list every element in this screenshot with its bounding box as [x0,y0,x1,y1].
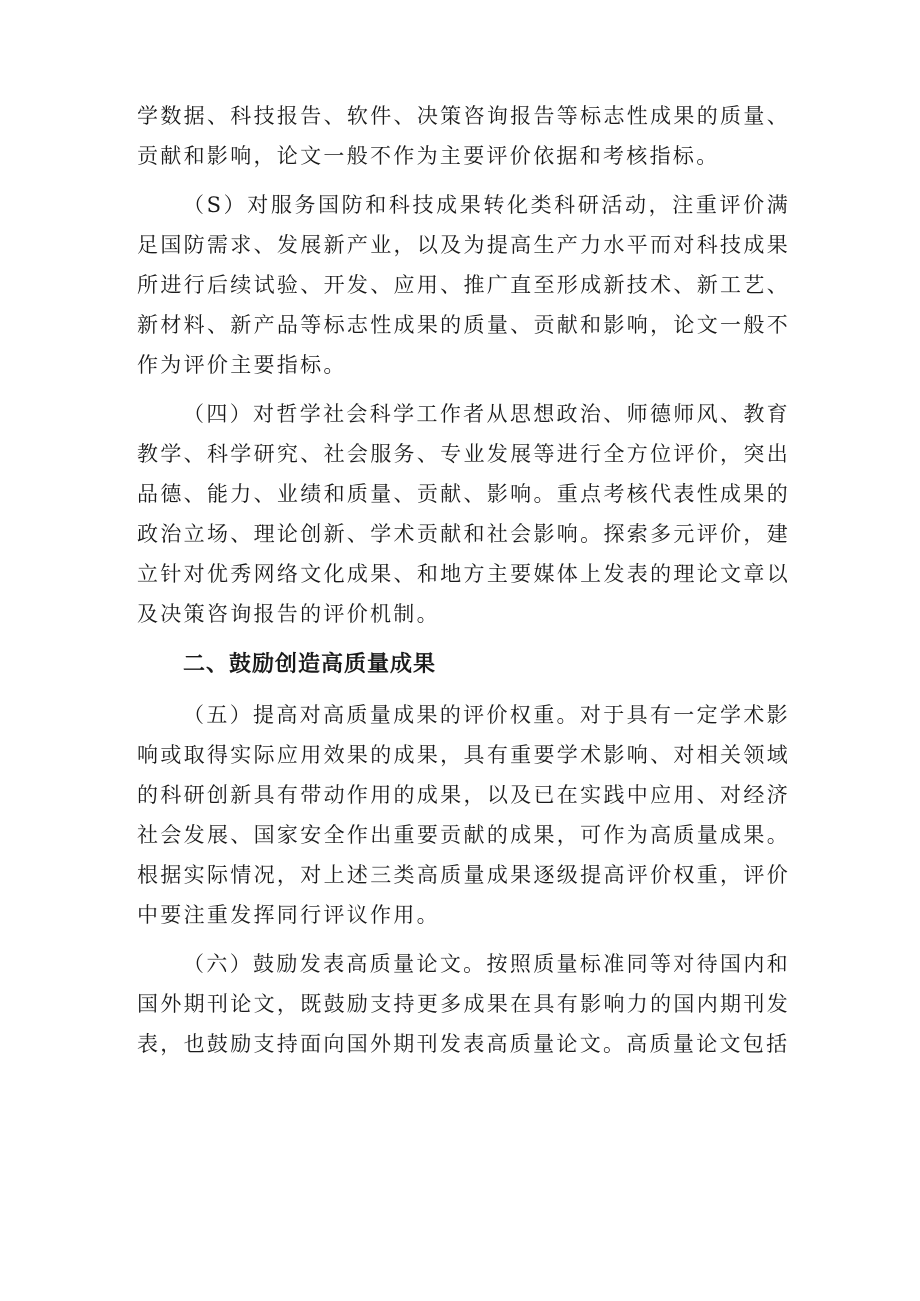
section-heading-high-quality-results: 二、鼓励创造高质量成果 [183,652,437,677]
paragraph-continuation: 学数据、科技报告、软件、决策咨询报告等标志性成果的质量、贡献和影响，论文一般不作为主要评价依据和考核指标。 [137,104,790,168]
paragraph-high-quality-papers: （六）鼓励发表高质量论文。按照质量标准同等对待国内和国外期刊论文，既鼓励支持更多成果在具有影响力的国内期刊发表，也鼓励支持面向国外期刊发表高质量论文。高质量论文包括 [137,952,790,1056]
paragraph-evaluation-weight: （五）提高对高质量成果的评价权重。对于具有一定学术影响或取得实际应用效果的成果，具有重要学术影响、对相关领域的科研创新具有带动作用的成果，以及已在实践中应用、对经济社会发展、国家安全作出重要贡献的成果，可作为高质量成果。根据实际情况，对上述三类高质量成果逐级提高评价权重，评价中要注重发挥同行评议作用。 [137,703,790,927]
paragraph-social-science: （四）对哲学社会科学工作者从思想政治、师德师风、教育教学、科学研究、社会服务、专业发展等进行全方位评价，突出品德、能力、业绩和质量、贡献、影响。重点考核代表性成果的政治立场、理论创新、学术贡献和社会影响。探索多元评价，建立针对优秀网络文化成果、和地方主要媒体上发表的理论文章以及决策咨询报告的评价机制。 [137,402,790,626]
paragraph-defense-tech-transfer: （S）对服务国防和科技成果转化类科研活动，注重评价满足国防需求、发展新产业，以及为提高生产力水平而对科技成果所进行后续试验、开发、应用、推广直至形成新技术、新工艺、新材料、新产品等标志性成果的质量、贡献和影响，论文一般不作为评价主要指标。 [137,193,790,377]
